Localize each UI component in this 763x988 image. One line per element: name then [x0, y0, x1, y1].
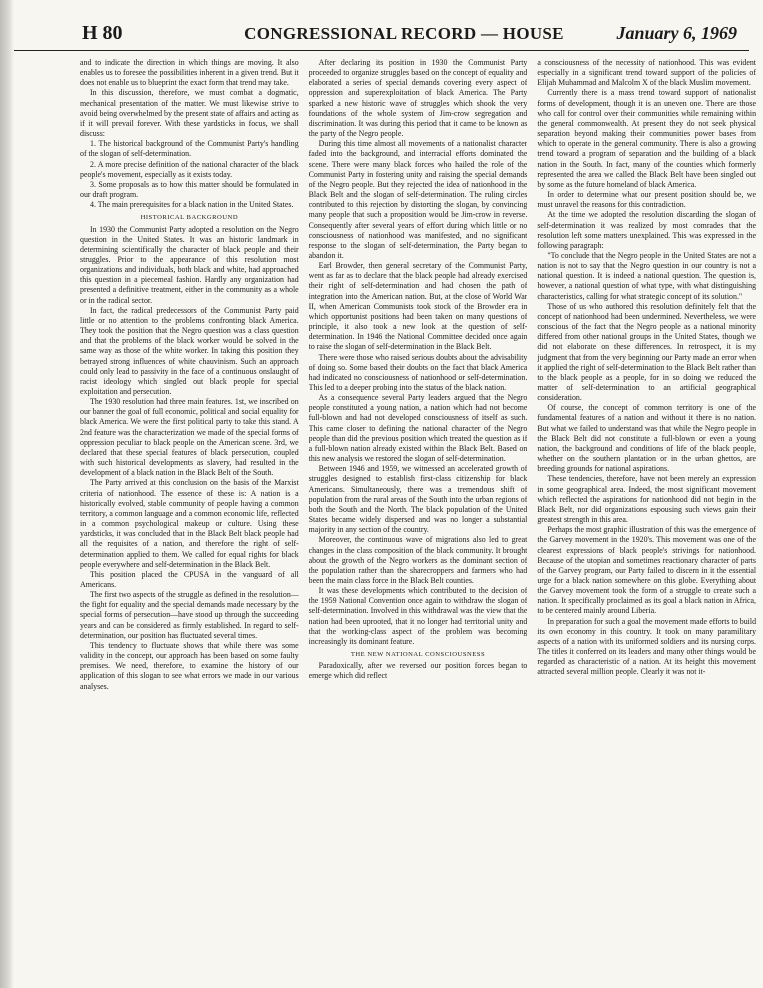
column-3 [537, 58, 756, 980]
page-number: H 80 [82, 22, 123, 44]
paragraph: Currently there is a mass trend toward support of nationalist forms of development, though it is an uneven one. There are those who call for control over their communities while remaining within the general commonwealth. At present they do not seek physical separation beyond making their communities power bases from which to operate in the general community. There is also a growing trend toward a program of separation and the building of a black nation in the South. In fact, many of the counties which formerly represented the area we called the Black Belt have been singled out by some as the future homeland of black America. [537, 88, 756, 189]
paragraph: Paradoxically, after we reversed our position forces began to emerge which did reflect [308, 661, 528, 681]
paragraph: Of course, the concept of common territory is one of the fundamental features of a nation and without it there is no nation. But what we failed to understand was that while the Negro people in the Black Belt did not constitute a full-blown or even a young nation, the background and conditions of life of the black people, whether on the southern plantation or in the urban ghettos, are breeding grounds for national aspirations. [537, 403, 756, 474]
paragraph: a consciousness of the necessity of nationhood. This was evident especially in a significant trend toward support of the policies of Elijah Muhammad and Malcolm X of the black Muslim movement. [537, 58, 756, 88]
section-heading: THE NEW NATIONAL CONSCIOUSNESS [350, 651, 486, 659]
paragraph: Perhaps the most graphic illustration of this was the emergence of the Garvey movement in the 1920's. This movement was one of the clearest expressions of black people's strivings for nationhood. Because of the utopian and sometimes reactionary character of parts of the Garvey program, our Party failed to discern in it the essential urge for a black nation somewhere on this globe. Everything about the Garvey movement took the form of a struggle to create such a nation. It specifically proclaimed as its goal a black nation in Africa, to be centered mainly around Liberia. [537, 525, 756, 616]
publication-title: CONGRESSIONAL RECORD — HOUSE [244, 24, 564, 43]
paragraph: 4. The main prerequisites for a black nation in the United States. [90, 200, 294, 210]
paragraph: This position placed the CPUSA in the vanguard of all Americans. [80, 569, 299, 589]
paragraph: After declaring its position in 1930 the Communist Party proceeded to organize struggles based on the concept of equality and elaborated a series of special demands covering every aspect of oppression and superexploitation of black America. The Party sparked a new historic wave of struggles which shook the very foundations of the whole system of Jim-crow segregation and discrimination. It was during this period that it came to be known as the party of the Negro people. [308, 58, 528, 139]
paragraph: "To conclude that the Negro people in the United States are not a nation is not to say that the Negro question in our country is not a national question. It is indeed a national question. The question is, however, a national question of what type, with what distinguishing characteristics, calling for what strategic concept of its solution." [537, 250, 756, 301]
section-heading: HISTORICAL BACKGROUND [140, 214, 239, 222]
paragraph: In order to determine what our present position should be, we must unravel the reasons for this contradiction. [537, 190, 756, 210]
paragraph: The 1930 resolution had three main features. 1st, we inscribed on our banner the goal of full economic, political and social equality for black America. We were the first political party to take this stand. A 2nd feature was the characterization we made of the special forms of oppression peculiar to black people on the American scene. 3rd, we declared that these special features of black persecution, coupled with such historical developments as slavery, had resulted in the development of a black nation in the Black Belt of the South. [80, 397, 299, 478]
paragraph: 3. Some proposals as to how this matter should be formulated in our draft program. [80, 179, 299, 200]
publication-date: January 6, 1969 [616, 23, 737, 43]
paragraph: At the time we adopted the resolution discarding the slogan of self-determination it was realized by most comrades that the resolution left some matters unexplained. This was expressed in the following paragraph: [537, 210, 756, 250]
column-2 [309, 58, 528, 980]
paragraph: In fact, the radical predecessors of the Communist Party paid little or no attention to the problems confronting black America. They took the position that the Negro question was a class question and that the problems of the black worker would be solved in the same way as those of the white worker. In taking this position they betrayed strong influences of white chauvinism. Such an approach could only lead to passivity in the face of a continuous onslaught of racist ideology which singled out black people for special exploitation and persecution. [80, 305, 299, 396]
paragraph: 2. A more precise definition of the national character of the black people's movement, especially as it exists today. [80, 159, 299, 179]
binding-shadow [0, 0, 14, 988]
paragraph: The Party arrived at this conclusion on the basis of the Marxist criteria of nationhood. The essence of these is: A nation is a historically evolved, stable community of people having a common territory, a common language and a common economic life, reflected in a common psychological makeup or culture. Using these yardsticks, it was concluded that in the Black Belt black people had all the requisites of a nation, and therefore the right of self-determination applied to them. We called for equal rights for black people everywhere and self-determination in the Black Belt. [80, 478, 299, 569]
paragraph: Those of us who authored this resolution definitely felt that the concept of nationhood had been undermined. Nevertheless, we were conscious of the fact that the Negro people as a national minority differed from other national groups in the United States, though we did not elaborate on these differences. In retrospect, it is my judgment that from the very beginning our Party made an error when it applied the right of self-determination to the Black Belt rather than to the black people as a people, for in so doing we reduced the matter of self-determination to an artificial geographical consideration. [537, 301, 756, 403]
paragraph: The first two aspects of the struggle as defined in the resolution—the fight for equality and the special demands made necessary by the special forms of persecution—have stood up through the succeeding years and can be considered as firmly established. In regard to self-determination, our position has fluctuated several times. [80, 590, 299, 640]
paragraph: and to indicate the direction in which things are moving. It also enables us to foresee the possibilities inherent in a given trend. But it does not enable us to blueprint the exact form that trend may take. [80, 58, 299, 88]
paragraph: During this time almost all movements of a nationalist character faded into the background, and interracial efforts dominated the scene. There were many black forces who hailed the role of the Communist Party in fostering unity and raising the special demands of the Negro people. But they rejected the idea of nationhood in the Black Belt and the slogan of self-determination. The ruling circles contributed to this rejection by distorting the slogan, by convincing many people that such a proposition would be Jim-crow in reverse. Consequently after several years of effort during which little or no consciousness of nationhood was manifested, and no significant response to the slogan of self-determination, the Party began to abandon it. [308, 139, 528, 260]
paragraph: Between 1946 and 1959, we witnessed an accelerated growth of struggles designed to establish first-class citizenship for black Americans. Simultaneously, there was a tremendous shift of population from the rural areas of the South into the urban regions of both the South and the North. The black population of the United States became widely dispersed and was no longer a substantial majority in any section of the country. [308, 464, 528, 535]
text-columns [80, 58, 756, 980]
column-1 [80, 58, 299, 980]
paragraph: It was these developments which contributed to the decision of the 1959 National Convention once again to withdraw the slogan of self-determination. Involved in this withdrawal was the view that the nation had been uprooted, that it no longer had territorial unity and that the working-class aspect of the problem was becoming increasingly its dominant feature. [308, 586, 528, 646]
paragraph: Earl Browder, then general secretary of the Communist Party, went as far as to declare that the black people had already exercised their right of self-determination and had chosen the path of integration into the American nation. But, at the close of World War II, when American Communists took stock of the Browder era in which opportunist positions had been taken on many questions of principle, it also took a new look at the question of self-determination. In 1946 the National Committee decided once again to raise the slogan of self-determination in the Black Belt. [308, 261, 528, 352]
page-header [14, 14, 749, 51]
paragraph: As a consequence several Party leaders argued that the Negro people constituted a young nation, a nation which had not become full-blown and had not developed consciousness of itself as such. This came closer to defining the national character of the Negro people than did the previous position which treated the question as if a full-blown nation already existed within the Black Belt. Based on this new analysis we restored the slogan of self-determination. [308, 393, 528, 464]
paragraph: In 1930 the Communist Party adopted a resolution on the Negro question in the United States. It was an historic landmark in determining scientifically the character of black people and their struggles. Prior to the appearance of this resolution most organizations and individuals, both black and white, had approached this question in a piecemeal fashion. Hardly any organization had presented a definitive treatment, either in the community as a whole or in the radical sector. [80, 224, 299, 305]
paragraph: 1. The historical background of the Communist Party's handling of the slogan of self-determination. [80, 139, 299, 159]
paragraph: In this discussion, therefore, we must combat a dogmatic, mechanical presentation of the matter. We must likewise strive to avoid being overwhelmed by the present state of affairs and acting as if it will prevail forever. With these yardsticks in focus, we shall discuss: [80, 88, 299, 139]
paragraph: These tendencies, therefore, have not been merely an expression in some geographical area. Indeed, the most significant movement which reflected the aspirations for nationhood did not begin in the Black Belt, nor did organizations espousing such views gain their greatest strength in this area. [537, 474, 756, 525]
paragraph: Moreover, the continuous wave of migrations also led to great changes in the class composition of the black community. It brought about the growth of the Negro workers as the dominant section of the population rather than the sharecroppers and farmers who had been the main class force in the Black Belt counties. [308, 535, 528, 585]
paragraph: This tendency to fluctuate shows that while there was some validity in the concept, our approach has been based on some faulty premises. We need, therefore, to examine the history of our application of this slogan to see what errors we made in our various analyses. [80, 640, 299, 691]
paragraph: In preparation for such a goal the movement made efforts to build its own economy in this country. It took on many paramilitary aspects of a nation with its uniformed soldiers and its nursing corps. The titles it conferred on its leaders and many other things would be regarded as characteristic of a nation. At its height this movement attracted several million people. Clearly it was not it- [537, 616, 756, 677]
paragraph: There were those who raised serious doubts about the advisability of doing so. Some based their doubts on the fact that black America had indicated no consciousness of nationhood or self-determination. This led to a deeper probing into the status of the black nation. [308, 352, 528, 392]
